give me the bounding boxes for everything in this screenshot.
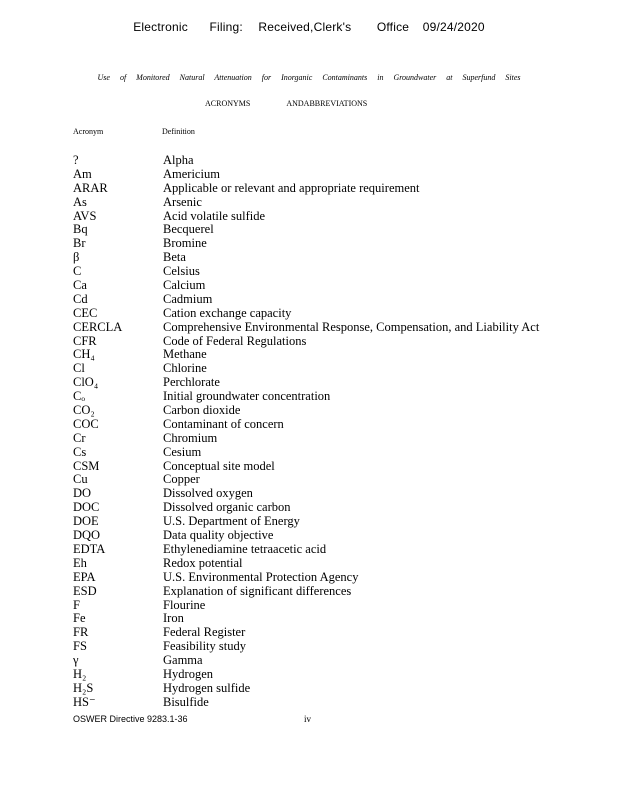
footer-directive: OSWER Directive 9283.1-36 (73, 714, 188, 724)
definition: Dissolved oxygen (163, 486, 253, 501)
definition: Federal Register (163, 625, 246, 640)
definition: Flourine (163, 597, 206, 612)
list-item (73, 321, 539, 335)
filing-part1: Electronic (133, 20, 188, 34)
filing-part3: Received,Clerk's (258, 20, 352, 34)
list-item (73, 599, 539, 613)
acronym: EDTA (73, 541, 106, 556)
acronym: Cs (73, 444, 87, 459)
definition: Contaminant of concern (163, 416, 284, 431)
acronym: FS (73, 639, 87, 654)
section-heading (205, 99, 367, 108)
list-item (73, 654, 539, 668)
list-item (73, 210, 539, 224)
acronym: F (73, 597, 80, 612)
definition: U.S. Environmental Protection Agency (163, 569, 359, 584)
definition: Comprehensive Environmental Response, Compensation, and Liability Act (163, 319, 540, 334)
definition: Initial groundwater concentration (163, 389, 331, 404)
acronym: ClO₄ (73, 375, 99, 390)
definition: Iron (163, 611, 184, 626)
list-item (73, 390, 539, 404)
definition: Copper (163, 472, 200, 487)
acronym: FR (73, 625, 89, 640)
acronym: Cr (73, 430, 86, 445)
definition: Redox potential (163, 555, 243, 570)
acronym: Br (73, 236, 86, 251)
filing-part4: Office (376, 20, 410, 34)
acronym: DOC (73, 500, 100, 515)
definition: Data quality objective (163, 528, 274, 543)
list-item (73, 251, 539, 265)
list-item (73, 307, 539, 321)
acronym: HS⁻ (73, 694, 96, 709)
list-item (73, 446, 539, 460)
list-item (73, 571, 539, 585)
document-title: Use of Monitored Natural Attenuation for Inorganic Contaminants in Groundwater at Superfund Sites (97, 73, 521, 82)
definition: Beta (163, 250, 186, 265)
definition: Becquerel (163, 222, 214, 237)
definition: Code of Federal Regulations (163, 333, 307, 348)
list-item (73, 223, 539, 237)
list-item (73, 696, 539, 710)
list-item (73, 487, 539, 501)
acronym: CERCLA (73, 319, 123, 334)
acronym: As (73, 194, 87, 209)
list-item (73, 418, 539, 432)
acronym: C (73, 264, 82, 279)
definition: Explanation of significant differences (163, 583, 352, 598)
definition: Conceptual site model (163, 458, 275, 473)
list-item (73, 557, 539, 571)
definition: Cation exchange capacity (163, 305, 292, 320)
list-item (73, 279, 539, 293)
filing-stamp (0, 20, 618, 34)
acronym: DO (73, 486, 92, 501)
list-item (73, 168, 539, 182)
column-header-definition: Definition (162, 127, 195, 136)
acronym: ESD (73, 583, 97, 598)
acronym: Cu (73, 472, 88, 487)
page-number: iv (304, 714, 312, 724)
acronym: ARAR (73, 180, 108, 195)
definition: Arsenic (163, 194, 202, 209)
acronym: H₂ (73, 666, 87, 681)
definition: Alpha (163, 153, 194, 167)
list-item (73, 529, 539, 543)
list-item (73, 348, 539, 362)
acronym: CSM (73, 458, 100, 473)
list-item (73, 668, 539, 682)
list-item (73, 265, 539, 279)
acronym: Cl (73, 361, 85, 376)
definition: Celsius (163, 264, 200, 279)
list-item (73, 237, 539, 251)
acronym: CH₄ (73, 347, 95, 362)
acronym-list (73, 154, 539, 710)
acronym: Bq (73, 222, 88, 237)
list-item (73, 473, 539, 487)
filing-date: 09/24/2020 (422, 20, 485, 34)
definition: Cadmium (163, 291, 213, 306)
list-item (73, 293, 539, 307)
acronym: CEC (73, 305, 98, 320)
column-header-acronym: Acronym (73, 127, 104, 136)
section-heading-part1: ACRONYMS (205, 99, 251, 108)
acronym: CO₂ (73, 403, 95, 418)
acronym: Eh (73, 555, 87, 570)
list-item (73, 404, 539, 418)
definition: Bisulfide (163, 694, 209, 709)
acronym: CFR (73, 333, 97, 348)
acronym: β (73, 250, 80, 265)
list-item (73, 182, 539, 196)
acronym: γ (73, 653, 79, 668)
definition: Gamma (163, 653, 203, 668)
acronym: ? (73, 153, 79, 167)
definition: Carbon dioxide (163, 403, 241, 418)
list-item (73, 362, 539, 376)
definition: Chlorine (163, 361, 207, 376)
definition: Dissolved organic carbon (163, 500, 291, 515)
definition: Applicable or relevant and appropriate requirement (163, 180, 420, 195)
definition: Americium (163, 166, 220, 181)
definition: Methane (163, 347, 207, 362)
acronym: COC (73, 416, 99, 431)
acronym: EPA (73, 569, 96, 584)
filing-part2: Filing: (209, 20, 243, 34)
list-item (73, 626, 539, 640)
definition: Bromine (163, 236, 207, 251)
acronym: AVS (73, 208, 97, 223)
definition: Chromium (163, 430, 218, 445)
acronym: DOE (73, 514, 99, 529)
list-item (73, 432, 539, 446)
list-item (73, 682, 539, 696)
definition: Calcium (163, 278, 206, 293)
list-item (73, 376, 539, 390)
list-item (73, 335, 539, 349)
acronym: H₂S (73, 680, 94, 695)
section-heading-part2: ANDABBREVIATIONS (286, 99, 368, 108)
acronym: Cₒ (73, 389, 85, 404)
list-item (73, 612, 539, 626)
definition: Feasibility study (163, 639, 246, 654)
list-item (73, 543, 539, 557)
acronym: Fe (73, 611, 86, 626)
list-item (73, 196, 539, 210)
definition: Perchlorate (163, 375, 220, 390)
list-item (73, 515, 539, 529)
definition: Acid volatile sulfide (163, 208, 266, 223)
definition: U.S. Department of Energy (163, 514, 300, 529)
definition: Hydrogen sulfide (163, 680, 251, 695)
acronym: Ca (73, 278, 87, 293)
definition: Cesium (163, 444, 202, 459)
definition: Ethylenediamine tetraacetic acid (163, 541, 327, 556)
acronym: DQO (73, 528, 101, 543)
acronym: Am (73, 166, 92, 181)
list-item (73, 501, 539, 515)
list-item (73, 640, 539, 654)
list-item (73, 460, 539, 474)
list-item (73, 585, 539, 599)
list-item (73, 154, 539, 168)
definition: Hydrogen (163, 666, 213, 681)
acronym: Cd (73, 291, 88, 306)
